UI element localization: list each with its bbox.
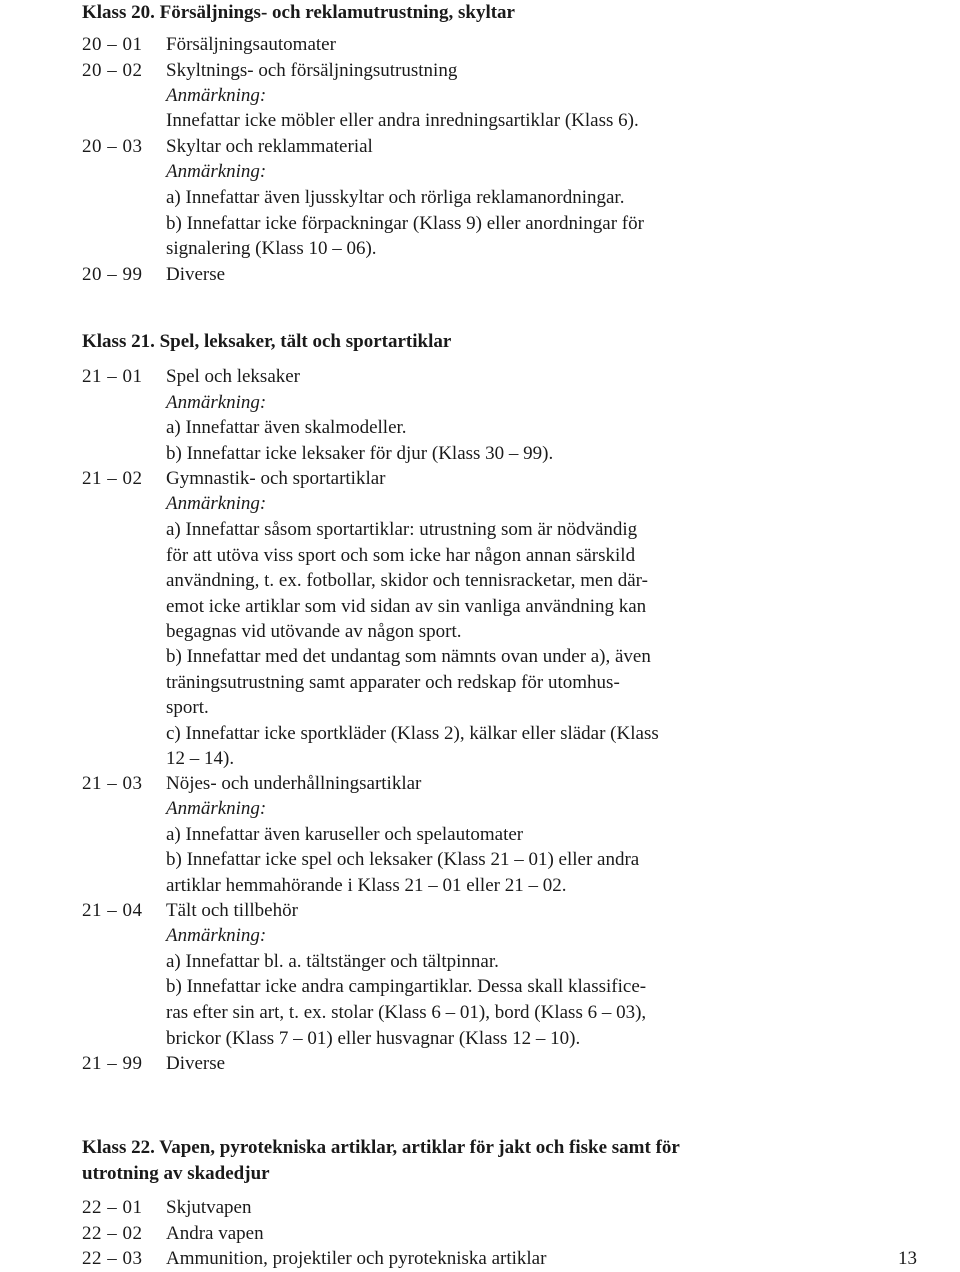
item-21-01: Spel och leksaker	[166, 366, 301, 387]
note-text: a) Innefattar även karuseller och spelautomater	[166, 824, 524, 845]
note-text: a) Innefattar bl. a. tältstänger och tältpinnar.	[166, 951, 499, 972]
note-text: 12 – 14).	[166, 748, 235, 769]
note-text: b) Innefattar icke spel och leksaker (Klass 21 – 01) eller andra	[166, 849, 640, 870]
note-text: a) Innefattar även ljusskyltar och rörliga reklamanordningar.	[166, 187, 625, 208]
item-21-04: Tält och tillbehör	[166, 900, 298, 921]
code-22-03: 22 – 03	[82, 1248, 143, 1269]
code-21-01: 21 – 01	[82, 366, 143, 387]
item-20-03: Skyltar och reklammaterial	[166, 136, 373, 157]
note-text: träningsutrustning samt apparater och redskap för utomhus-	[166, 672, 620, 693]
note-text: a) Innefattar såsom sportartiklar: utrustning som är nödvändig	[166, 519, 638, 540]
note-text: b) Innefattar med det undantag som nämnts ovan under a), även	[166, 646, 651, 667]
note-label: Anmärkning:	[166, 85, 267, 106]
code-20-99: 20 – 99	[82, 264, 143, 285]
note-text: signalering (Klass 10 – 06).	[166, 238, 377, 259]
note-label: Anmärkning:	[166, 798, 267, 819]
note-text: begagnas vid utövande av någon sport.	[166, 621, 462, 642]
code-20-02: 20 – 02	[82, 60, 143, 81]
item-20-99: Diverse	[166, 264, 226, 285]
item-21-03: Nöjes- och underhållningsartiklar	[166, 773, 422, 794]
klass-20-heading: Klass 20. Försäljnings- och reklamutrustning, skyltar	[82, 2, 515, 23]
code-21-02: 21 – 02	[82, 468, 143, 489]
code-22-02: 22 – 02	[82, 1223, 143, 1244]
item-22-03: Ammunition, projektiler och pyrotekniska artiklar	[166, 1248, 547, 1269]
item-21-02: Gymnastik- och sportartiklar	[166, 468, 386, 489]
klass-21-heading: Klass 21. Spel, leksaker, tält och sportartiklar	[82, 331, 452, 352]
note-text: emot icke artiklar som vid sidan av sin vanliga användning kan	[166, 596, 647, 617]
item-22-02: Andra vapen	[166, 1223, 264, 1244]
note-label: Anmärkning:	[166, 493, 267, 514]
note-text: Innefattar icke möbler eller andra inredningsartiklar (Klass 6).	[166, 110, 639, 131]
code-20-03: 20 – 03	[82, 136, 143, 157]
note-text: b) Innefattar icke andra campingartiklar. Dessa skall klassifice-	[166, 976, 647, 997]
note-text: brickor (Klass 7 – 01) eller husvagnar (Klass 12 – 10).	[166, 1028, 581, 1049]
note-text: ras efter sin art, t. ex. stolar (Klass 6 – 01), bord (Klass 6 – 03),	[166, 1002, 647, 1023]
klass-22-heading: Klass 22. Vapen, pyrotekniska artiklar, artiklar för jakt och fiske samt för	[82, 1137, 680, 1158]
klass-22-heading-cont: utrotning av skadedjur	[82, 1163, 270, 1184]
note-text: b) Innefattar icke förpackningar (Klass 9) eller anordningar för	[166, 213, 644, 234]
note-text: användning, t. ex. fotbollar, skidor och tennisracketar, men där-	[166, 570, 648, 591]
item-20-01: Försäljningsautomater	[166, 34, 336, 55]
note-text: a) Innefattar även skalmodeller.	[166, 417, 407, 438]
note-text: för att utöva viss sport och som icke har någon annan särskild	[166, 545, 636, 566]
code-21-99: 21 – 99	[82, 1053, 143, 1074]
note-label: Anmärkning:	[166, 161, 267, 182]
code-21-04: 21 – 04	[82, 900, 143, 921]
code-22-01: 22 – 01	[82, 1197, 143, 1218]
note-text: b) Innefattar icke leksaker för djur (Klass 30 – 99).	[166, 443, 554, 464]
item-20-02: Skyltnings- och försäljningsutrustning	[166, 60, 458, 81]
code-20-01: 20 – 01	[82, 34, 143, 55]
note-text: artiklar hemmahörande i Klass 21 – 01 eller 21 – 02.	[166, 875, 567, 896]
item-22-01: Skjutvapen	[166, 1197, 252, 1218]
code-21-03: 21 – 03	[82, 773, 143, 794]
page-number: 13	[898, 1248, 917, 1269]
item-21-99: Diverse	[166, 1053, 226, 1074]
note-text: sport.	[166, 697, 209, 718]
note-text: c) Innefattar icke sportkläder (Klass 2), kälkar eller slädar (Klass	[166, 723, 659, 744]
note-label: Anmärkning:	[166, 925, 267, 946]
note-label: Anmärkning:	[166, 392, 267, 413]
